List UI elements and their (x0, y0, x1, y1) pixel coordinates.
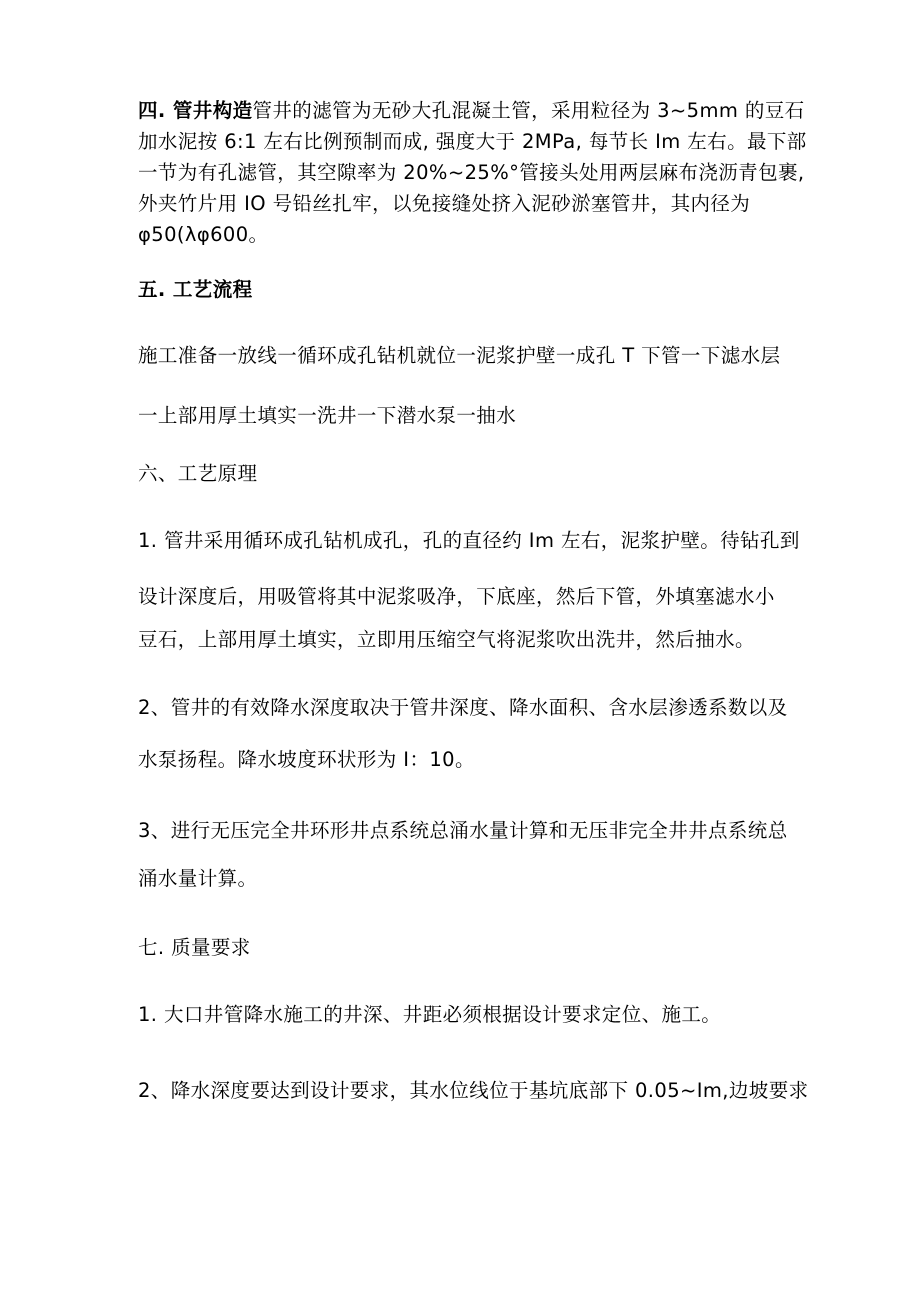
section6-item1-line-3: 豆石，上部用厚土填实，立即用压缩空气将泥浆吹出洗井，然后抽水。 (138, 628, 755, 651)
section6-item3-line-1: 3、进行无压完全井环形井点系统总涌水量计算和无压非完全井井点系统总 (138, 819, 788, 842)
section4-line-2: 加水泥按 6:1 左右比例预制而成, 强度大于 2MPa, 每节长 Im 左右。最下部 (138, 130, 807, 153)
section6-item3-line-2: 涌水量计算。 (138, 867, 258, 890)
section6-item2-line-2: 水泵扬程。降水坡度环状形为 I：10。 (138, 748, 475, 771)
section7-item2-line-1: 2、降水深度要达到设计要求，其水位线位于基坑底部下 0.05~Im,边坡要求 (138, 1079, 809, 1102)
section6-heading: 六、工艺原理 (138, 462, 258, 485)
section4-line-5: φ50(λφ600。 (138, 223, 269, 246)
section6-item1-line-1: 1. 管井采用循环成孔钻机成孔，孔的直径约 Im 左右，泥浆护壁。待钻孔到 (138, 529, 800, 552)
section5-heading: 五. 工艺流程 (138, 278, 253, 301)
section4-line-1 (138, 98, 805, 124)
section6-item2-line-1: 2、管井的有效降水深度取决于管井深度、降水面积、含水层渗透系数以及 (138, 696, 788, 719)
section4-heading: 四. 管井构造 (138, 99, 253, 122)
section4-line-3: 一节为有孔滤管，其空隙率为 20%~25%°管接头处用两层麻布浇沥青包裹, (138, 161, 805, 184)
section5-line-2: 一上部用厚土填实一洗井一下潜水泵一抽水 (138, 404, 517, 427)
section5-line-1: 施工准备一放线一循环成孔钻机就位一泥浆护壁一成孔 T 下管一下滤水层 (138, 344, 781, 367)
section4-text: 管井的滤管为无砂大孔混凝土管，采用粒径为 3~5mm 的豆石 (252, 99, 805, 122)
section6-item1-line-2: 设计深度后，用吸管将其中泥浆吸净，下底座，然后下管，外填塞滤水小 (138, 585, 775, 608)
section4-line-4: 外夹竹片用 IO 号铅丝扎牢，以免接缝处挤入泥砂淤塞管井，其内径为 (138, 192, 751, 215)
section7-heading: 七. 质量要求 (138, 936, 251, 959)
section7-item1-line-1: 1. 大口井管降水施工的井深、井距必须根据设计要求定位、施工。 (138, 1003, 722, 1026)
